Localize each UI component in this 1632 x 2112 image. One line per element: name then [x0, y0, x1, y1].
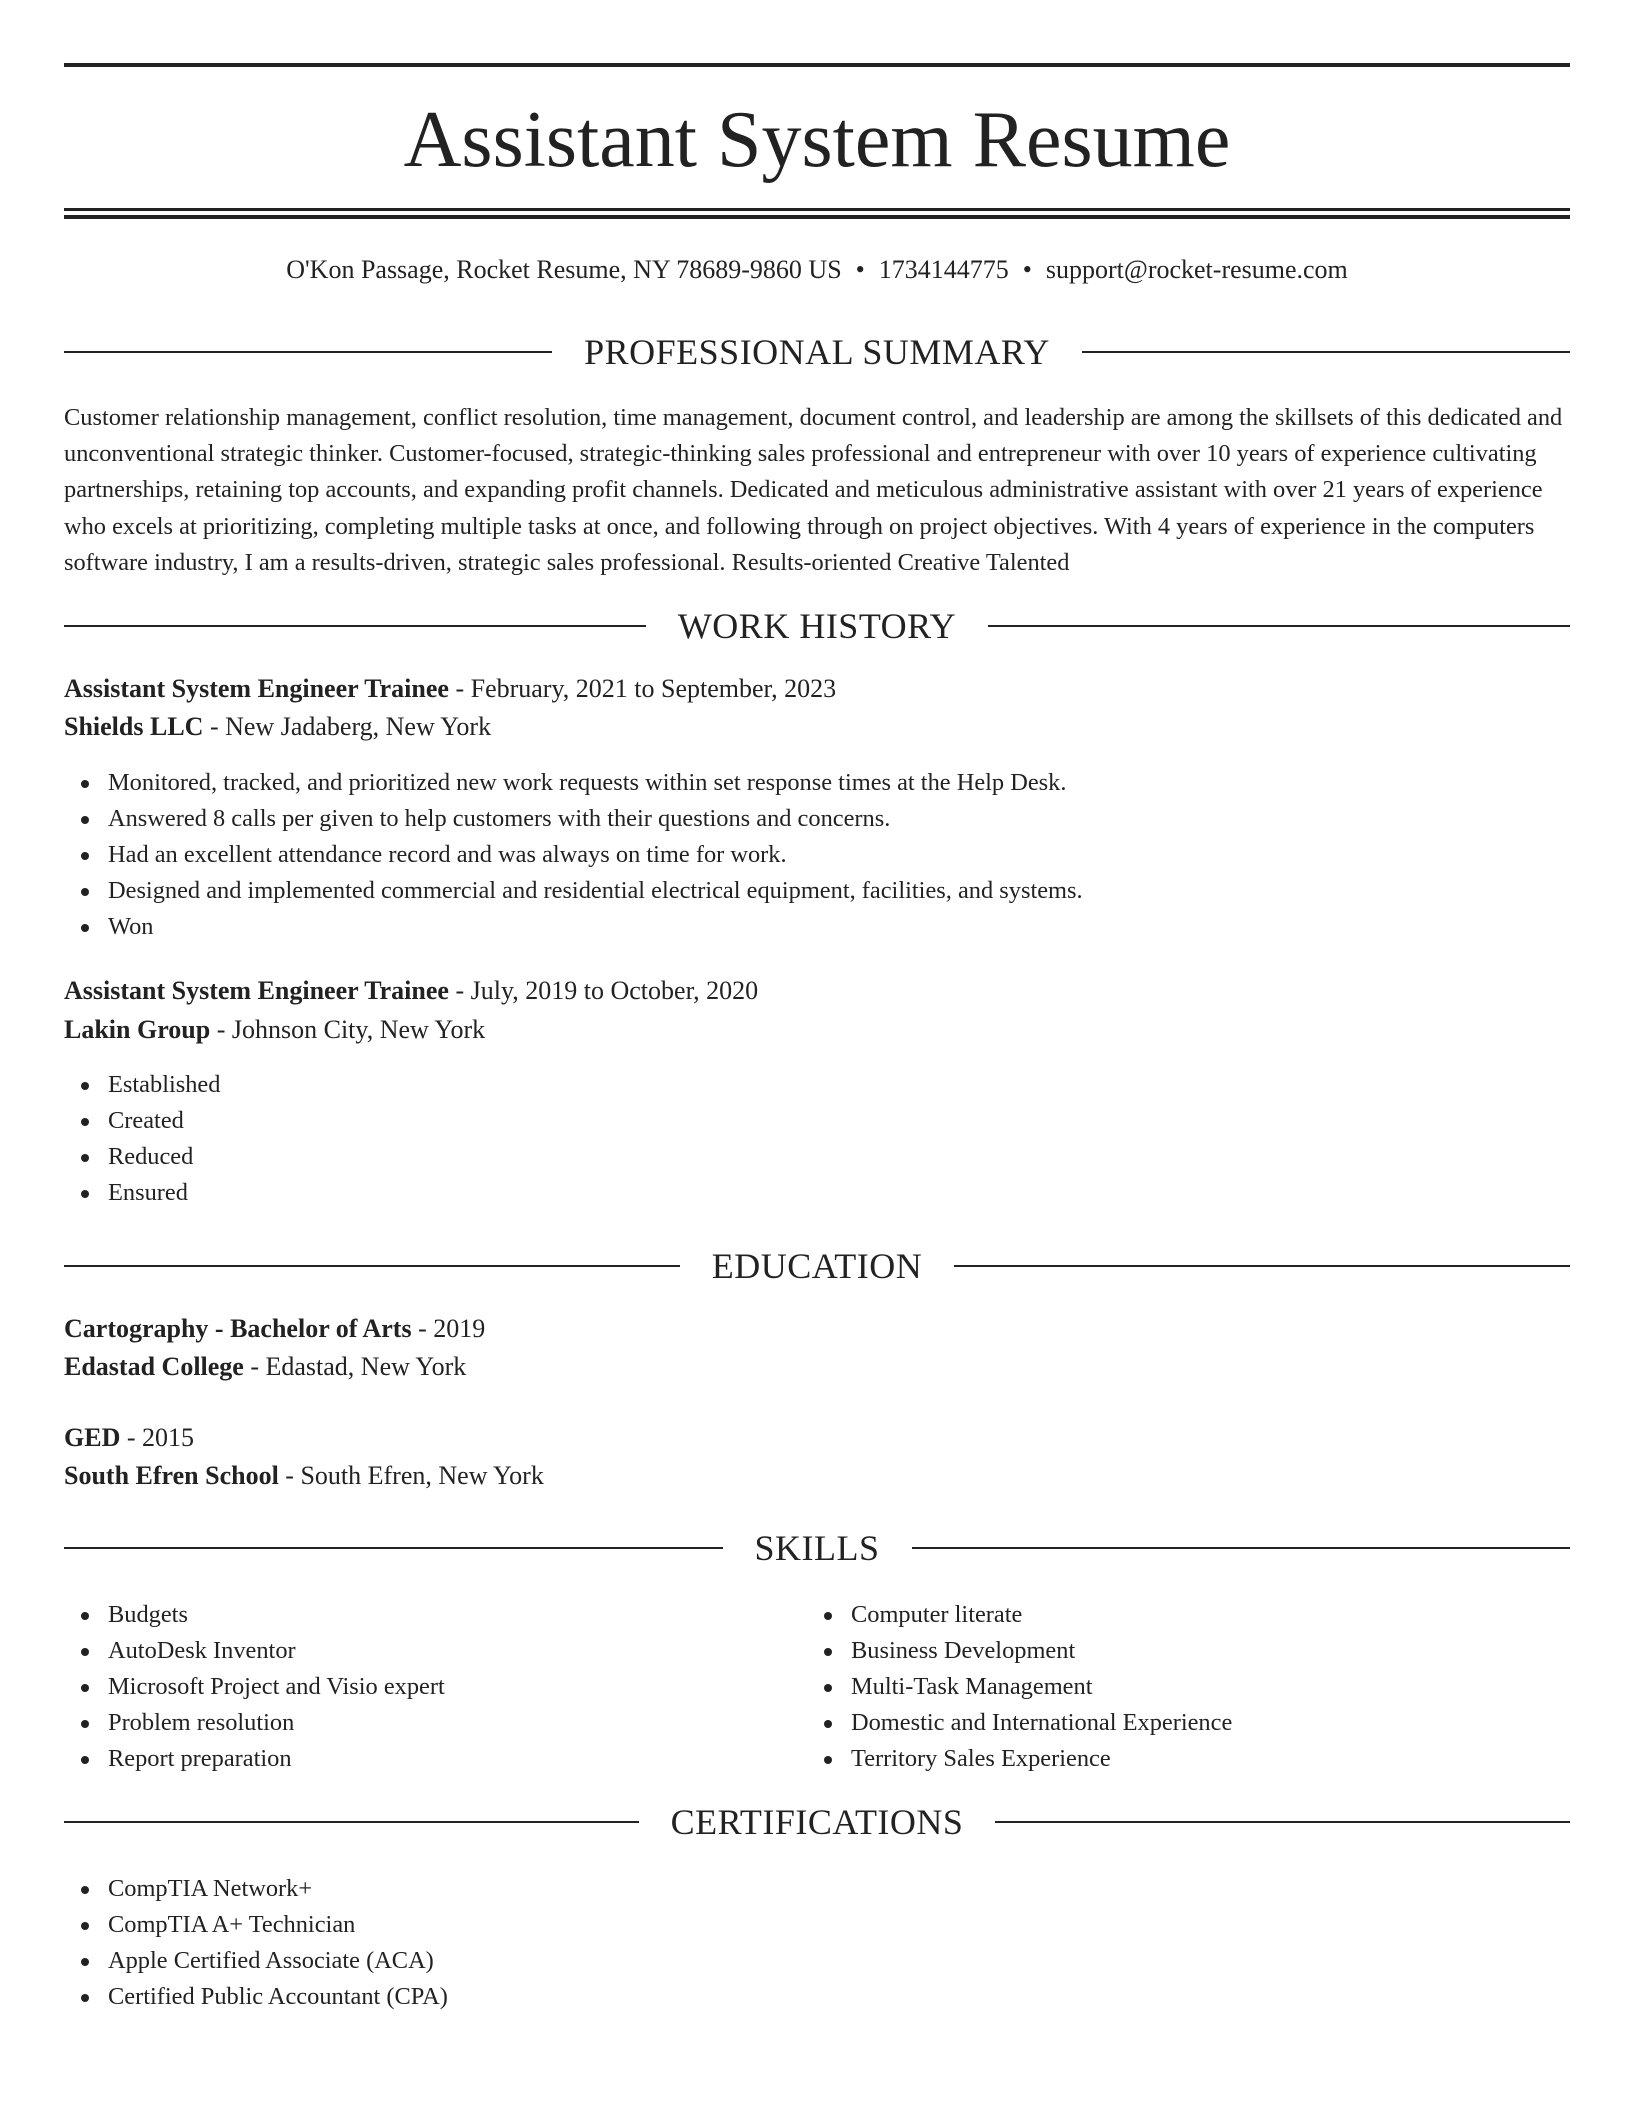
contact-separator: • — [855, 255, 865, 284]
job-title: Assistant System Engineer Trainee — [64, 976, 449, 1005]
list-item: Ensured — [64, 1175, 220, 1211]
heading-rule — [995, 1821, 1570, 1823]
skills-list-right — [807, 1597, 1232, 1777]
education-year: - 2015 — [120, 1423, 195, 1452]
list-item: Certified Public Accountant (CPA) — [64, 1979, 448, 2015]
list-item: Had an excellent attendance record and was always on time for work. — [64, 837, 1083, 873]
list-item: Report preparation — [64, 1741, 445, 1777]
list-item: AutoDesk Inventor — [64, 1633, 445, 1669]
list-item: Problem resolution — [64, 1705, 445, 1741]
list-item: Computer literate — [807, 1597, 1232, 1633]
job-title: Assistant System Engineer Trainee — [64, 674, 449, 703]
skills-list-left — [64, 1597, 445, 1777]
list-item: Territory Sales Experience — [807, 1741, 1232, 1777]
education-degree: Cartography - Bachelor of Arts — [64, 1314, 412, 1343]
list-item: Business Development — [807, 1633, 1232, 1669]
heading-rule — [64, 351, 552, 353]
job-location: - New Jadaberg, New York — [203, 712, 492, 741]
education-degree-line — [64, 1420, 194, 1456]
education-degree: GED — [64, 1423, 121, 1452]
heading-rule — [64, 1547, 723, 1549]
list-item: Apple Certified Associate (ACA) — [64, 1943, 448, 1979]
header-double-rule-upper — [64, 208, 1570, 211]
list-item: Answered 8 calls per given to help customers with their questions and concerns. — [64, 801, 1083, 837]
section-heading-skills — [64, 1526, 1570, 1570]
education-school: South Efren School — [64, 1461, 279, 1490]
job-dates: - February, 2021 to September, 2023 — [448, 674, 837, 703]
education-location: - South Efren, New York — [278, 1461, 544, 1490]
heading-rule — [912, 1547, 1571, 1549]
list-item: Budgets — [64, 1597, 445, 1633]
education-school-line — [64, 1458, 544, 1494]
education-school: Edastad College — [64, 1352, 244, 1381]
contact-line — [64, 252, 1570, 288]
education-school-line — [64, 1349, 466, 1385]
education-location: - Edastad, New York — [243, 1352, 467, 1381]
heading-rule — [64, 1265, 680, 1267]
job-duties-list — [64, 765, 1083, 945]
list-item: Domestic and International Experience — [807, 1705, 1232, 1741]
header-double-rule-lower — [64, 215, 1570, 219]
list-item: Monitored, tracked, and prioritized new work requests within set response times at the Help Desk. — [64, 765, 1083, 801]
list-item: Microsoft Project and Visio expert — [64, 1669, 445, 1705]
list-item: Multi-Task Management — [807, 1669, 1232, 1705]
list-item: Established — [64, 1067, 220, 1103]
list-item: Designed and implemented commercial and residential electrical equipment, facilities, and systems. — [64, 873, 1083, 909]
section-heading-work-history — [64, 604, 1570, 648]
education-degree-line — [64, 1311, 485, 1347]
list-item: Created — [64, 1103, 220, 1139]
section-heading-summary — [64, 330, 1570, 374]
job-duties-list — [64, 1067, 220, 1211]
job-company-line — [64, 709, 491, 745]
section-heading-label: SKILLS — [754, 1528, 880, 1568]
job-dates: - July, 2019 to October, 2020 — [448, 976, 759, 1005]
job-company: Shields LLC — [64, 712, 204, 741]
section-heading-label: EDUCATION — [711, 1246, 923, 1286]
section-heading-label: CERTIFICATIONS — [670, 1802, 964, 1842]
list-item: CompTIA Network+ — [64, 1871, 448, 1907]
list-item: Won — [64, 909, 1083, 945]
section-heading-label: PROFESSIONAL SUMMARY — [584, 332, 1050, 372]
heading-rule — [64, 625, 646, 627]
education-year: - 2019 — [411, 1314, 486, 1343]
job-location: - Johnson City, New York — [210, 1015, 486, 1044]
heading-rule — [1082, 351, 1570, 353]
contact-email: support@rocket-resume.com — [1045, 255, 1348, 284]
header-top-rule — [64, 63, 1570, 67]
resume-title: Assistant System Resume — [403, 96, 1231, 184]
contact-phone: 1734144775 — [878, 255, 1009, 284]
section-heading-label: WORK HISTORY — [677, 606, 957, 646]
contact-separator: • — [1022, 255, 1032, 284]
list-item: Reduced — [64, 1139, 220, 1175]
contact-address: O'Kon Passage, Rocket Resume, NY 78689-9860 US — [286, 255, 842, 284]
certifications-list — [64, 1871, 448, 2015]
job-company: Lakin Group — [64, 1015, 211, 1044]
list-item: CompTIA A+ Technician — [64, 1907, 448, 1943]
section-heading-education — [64, 1244, 1570, 1288]
section-heading-certifications — [64, 1800, 1570, 1844]
job-title-line — [64, 973, 758, 1009]
job-company-line — [64, 1012, 485, 1048]
job-title-line — [64, 671, 836, 707]
heading-rule — [988, 625, 1570, 627]
heading-rule — [954, 1265, 1570, 1267]
summary-text: Customer relationship management, conflict resolution, time management, document control, and leadership are among the skillsets of this dedicated and unconventional strategic thinker. Customer-focused, strategic-thinking sales professional and entrepreneur with over 10 years of experience cultivating partnerships, retaining top accounts, and expanding profit channels. Dedicated and meticulous administrative assistant with over 21 years of experience who excels at prioritizing, completing multiple tasks at once, and following through on project objectives. With 4 years of experience in the computers software industry, I am a results-driven, strategic sales professional. Results-oriented Creative Talented — [64, 404, 1563, 576]
heading-rule — [64, 1821, 639, 1823]
